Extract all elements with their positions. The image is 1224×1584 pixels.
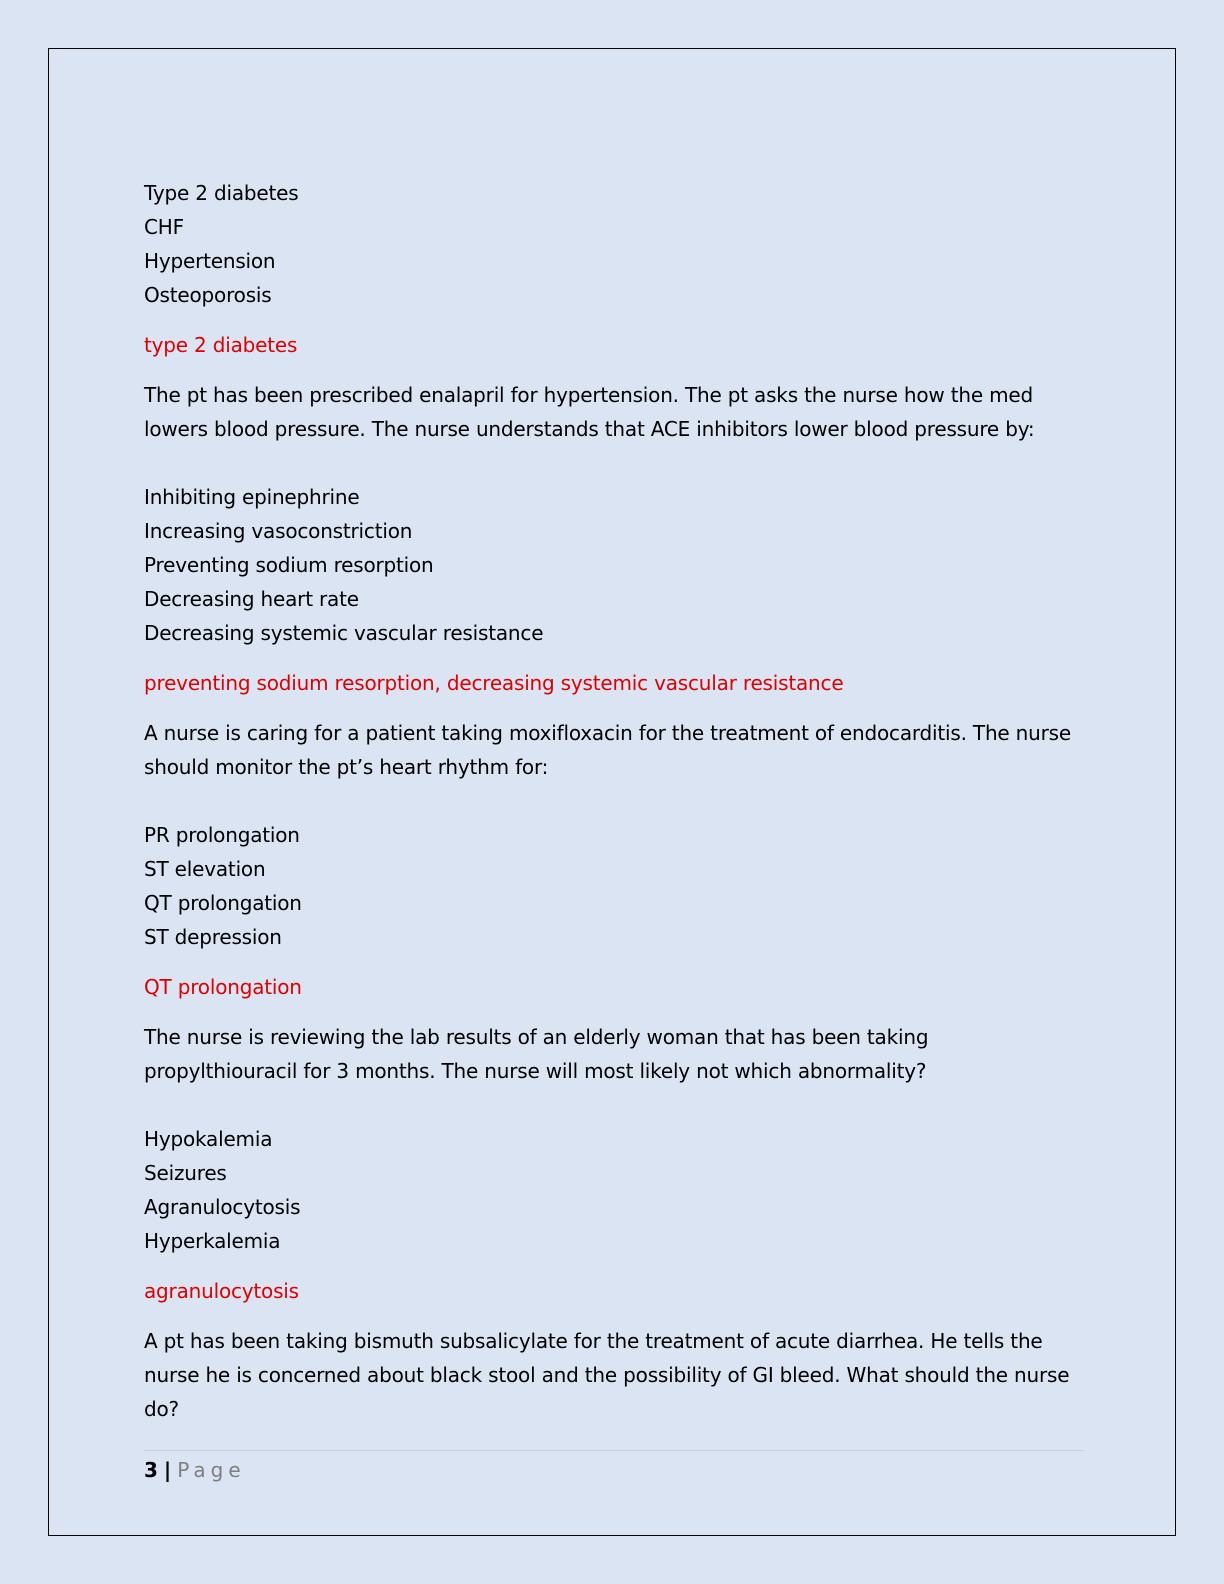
page-label: Page xyxy=(177,1458,246,1482)
option: Osteoporosis xyxy=(144,283,272,307)
footer-separator: | xyxy=(163,1458,172,1482)
option: Hypertension xyxy=(144,249,276,273)
option: PR prolongation xyxy=(144,823,300,847)
footer-divider xyxy=(144,1450,1084,1451)
option: Decreasing systemic vascular resistance xyxy=(144,621,544,645)
option: Agranulocytosis xyxy=(144,1195,301,1219)
option: Inhibiting epinephrine xyxy=(144,485,360,509)
option: Hyperkalemia xyxy=(144,1229,281,1253)
option: QT prolongation xyxy=(144,891,302,915)
option: CHF xyxy=(144,215,184,239)
options-list xyxy=(144,1122,1084,1258)
option: Seizures xyxy=(144,1161,227,1185)
options-list xyxy=(144,818,1084,954)
answer-text: agranulocytosis xyxy=(144,1279,299,1303)
page-footer xyxy=(144,1455,246,1485)
option: Increasing vasoconstriction xyxy=(144,519,413,543)
option: ST elevation xyxy=(144,857,266,881)
answer-text: QT prolongation xyxy=(144,975,302,999)
page-number: 3 xyxy=(144,1458,158,1482)
question-text: A pt has been taking bismuth subsalicylate for the treatment of acute diarrhea. He tells the nurse he is concerned about black stool and the possibility of GI bleed. What should the nurse do? xyxy=(144,1329,1070,1421)
question-text: The nurse is reviewing the lab results of an elderly woman that has been taking propylthiouracil for 3 months. The nurse will most likely not which abnormality? xyxy=(144,1025,929,1083)
option: ST depression xyxy=(144,925,282,949)
options-list xyxy=(144,176,1084,312)
option: Preventing sodium resorption xyxy=(144,553,434,577)
answer-text: preventing sodium resorption, decreasing systemic vascular resistance xyxy=(144,671,844,695)
option: Type 2 diabetes xyxy=(144,181,299,205)
document-body xyxy=(144,176,1084,1426)
options-list xyxy=(144,480,1084,650)
question-text: The pt has been prescribed enalapril for hypertension. The pt asks the nurse how the med lowers blood pressure. The nurse understands that ACE inhibitors lower blood pressure by: xyxy=(144,383,1035,441)
option: Hypokalemia xyxy=(144,1127,273,1151)
answer-text: type 2 diabetes xyxy=(144,333,298,357)
option: Decreasing heart rate xyxy=(144,587,359,611)
question-text: A nurse is caring for a patient taking moxifloxacin for the treatment of endocarditis. The nurse should monitor the pt’s heart rhythm for: xyxy=(144,721,1071,779)
